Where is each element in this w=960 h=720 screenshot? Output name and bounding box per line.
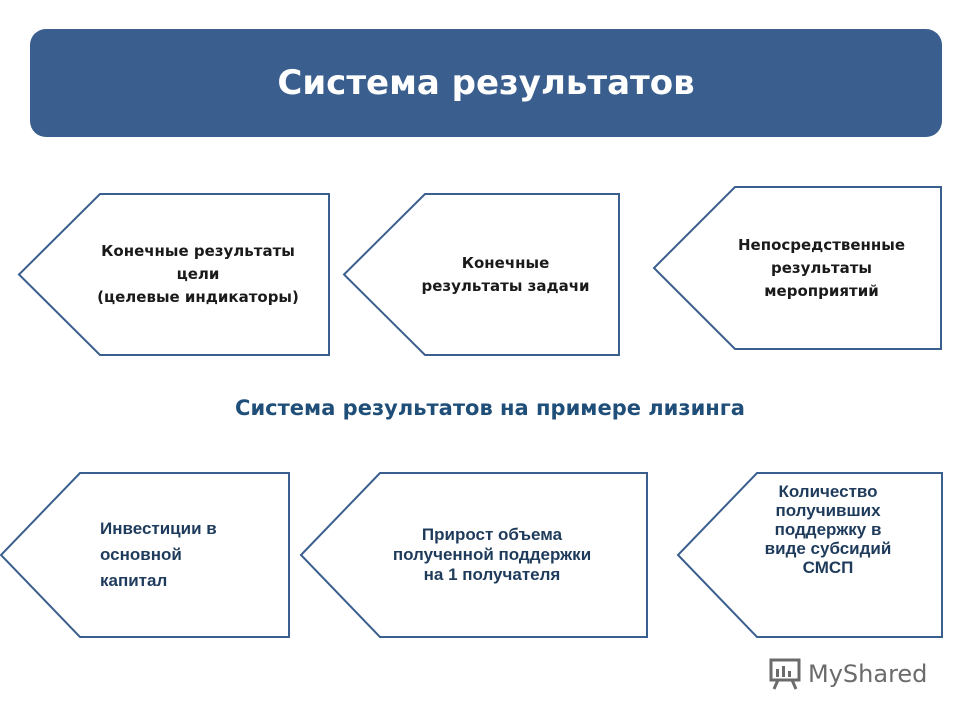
result-shape-activity [653, 186, 942, 350]
shape-label: Количество получивших поддержку в виде субсидий СМСП [764, 482, 892, 577]
section-subtitle: Система результатов на примере лизинга [235, 396, 745, 420]
shape-label: Непосредственные результаты мероприятий [737, 235, 906, 300]
watermark [768, 656, 927, 692]
shape-label: Конечные результаты задачи [421, 253, 590, 295]
leasing-shape-growth [300, 472, 648, 638]
shape-label: Прирост объема полученной поддержки на 1 получателя [392, 525, 592, 584]
shape-label: Инвестиции в основной капитал [100, 519, 217, 590]
title-banner [30, 29, 942, 137]
presentation-board-icon [768, 657, 802, 691]
page-title: Система результатов [277, 63, 695, 103]
watermark-text: MyShared [808, 660, 928, 688]
leasing-shape-recipients [677, 472, 943, 638]
leasing-shape-investment [0, 472, 290, 638]
result-shape-goal [18, 193, 330, 356]
result-shape-task [343, 193, 620, 356]
shape-label: Конечные результаты цели (целевые индикаторы) [97, 242, 299, 306]
